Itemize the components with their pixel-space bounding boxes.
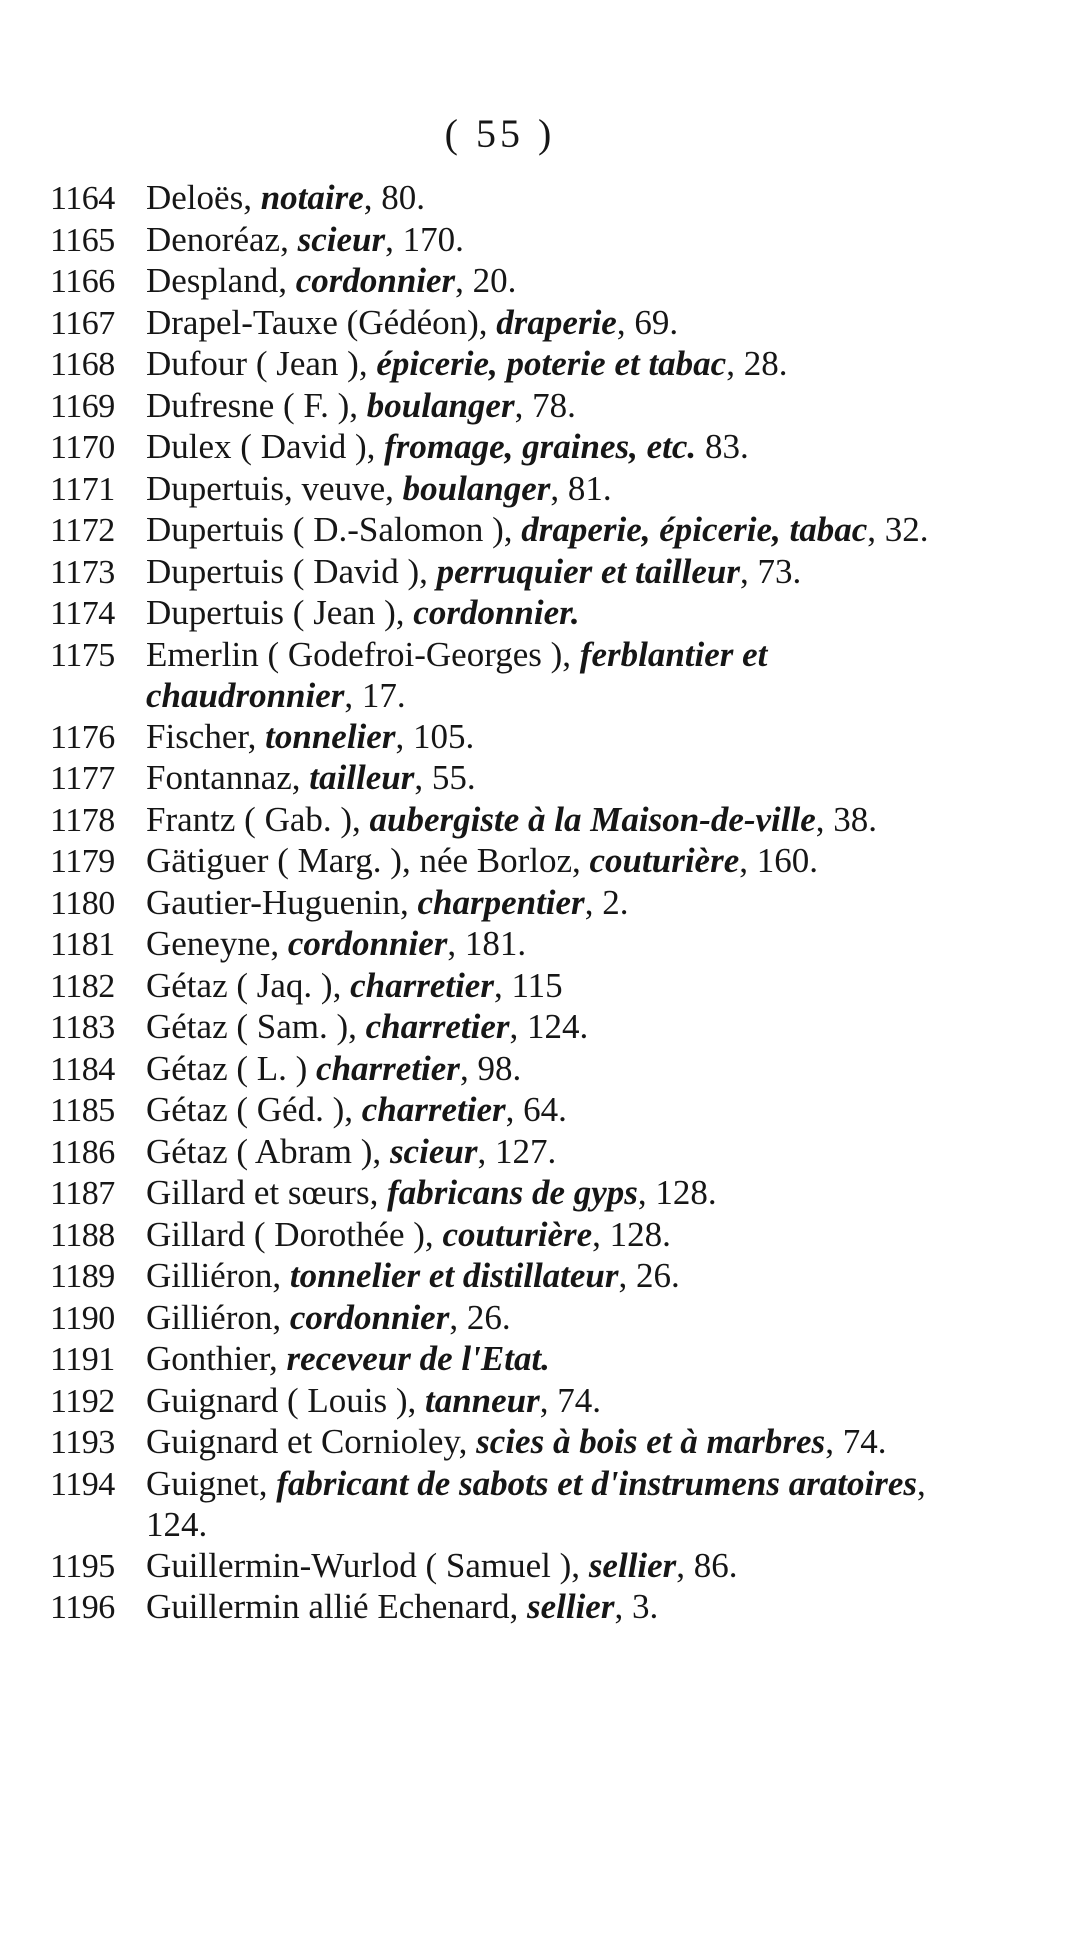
entry-occupation: sellier	[588, 1545, 677, 1585]
directory-entry	[50, 841, 970, 883]
directory-entry	[50, 1132, 970, 1174]
entry-occupation: couturière	[442, 1214, 593, 1254]
entry-number: 1194	[50, 1465, 115, 1503]
entry-occupation: tailleur	[309, 758, 415, 797]
directory-entry	[50, 552, 970, 594]
entry-address-number: , 78.	[514, 385, 576, 425]
entry-number: 1196	[50, 1589, 115, 1626]
entry-occupation: receveur de l'Etat.	[286, 1339, 550, 1378]
entry-number: 1173	[50, 553, 115, 591]
entry-name: Gilliéron,	[146, 1256, 282, 1295]
entry-number: 1188	[50, 1216, 115, 1254]
directory-entry	[50, 178, 970, 220]
directory-entry	[50, 1422, 970, 1464]
entry-address-number: , 20.	[455, 261, 517, 300]
entry-number: 1184	[50, 1050, 115, 1088]
entry-name: Guignard ( Louis ),	[146, 1380, 417, 1420]
entry-occupation: fromage, graines, etc.	[384, 427, 697, 466]
entry-number: 1180	[50, 884, 115, 922]
entry-occupation: sellier	[526, 1587, 615, 1626]
entry-number: 1164	[50, 180, 115, 217]
entry-name: Guillermin allié Echenard,	[146, 1587, 519, 1626]
directory-entry	[50, 469, 970, 511]
directory-entry	[50, 261, 970, 303]
entry-address-number: , 26.	[618, 1256, 680, 1295]
entry-address-number: , 80.	[363, 178, 426, 217]
entry-occupation: fabricans de gyps	[387, 1173, 638, 1212]
entry-occupation: scieur	[297, 219, 386, 259]
entry-name: Fischer,	[146, 716, 257, 756]
entry-address-number: , 2.	[584, 882, 629, 922]
entry-occupation: ferblantier et chaudronnier	[146, 634, 768, 715]
directory-entry	[50, 635, 970, 717]
entry-number: 1187	[50, 1175, 115, 1212]
directory-entry	[50, 1256, 970, 1298]
entry-number: 1175	[50, 636, 115, 674]
entry-name: Gätiguer ( Marg. ), née Borloz,	[146, 841, 581, 880]
entry-name: Gétaz ( Géd. ),	[146, 1090, 353, 1129]
directory-entry	[50, 427, 970, 469]
entry-address-number: , 74.	[539, 1380, 602, 1420]
entry-occupation: boulanger	[366, 385, 515, 425]
entry-name: Guillermin-Wurlod ( Samuel ),	[146, 1545, 581, 1585]
entry-number: 1181	[50, 926, 115, 963]
directory-entry	[50, 966, 970, 1008]
entry-number: 1171	[50, 470, 115, 508]
entry-occupation: cordonnier	[287, 924, 448, 963]
entry-number: 1195	[50, 1547, 115, 1585]
entry-occupation: tonnelier et distillateur	[289, 1256, 619, 1295]
entry-number: 1190	[50, 1299, 115, 1337]
entry-name: Gonthier,	[146, 1339, 278, 1378]
entry-occupation: boulanger	[402, 468, 551, 508]
directory-entry	[50, 1049, 970, 1091]
entry-number: 1177	[50, 760, 115, 797]
entry-occupation: cordonnier	[289, 1297, 450, 1337]
entry-number: 1176	[50, 718, 115, 756]
entry-address-number: , 124.	[509, 1007, 589, 1046]
entry-name: Dufour ( Jean ),	[146, 344, 368, 383]
page-number: ( 55 )	[444, 111, 556, 156]
entry-address-number: , 81.	[550, 468, 612, 508]
entry-occupation: couturière	[589, 841, 740, 880]
entry-occupation: notaire	[260, 178, 364, 217]
entry-name: Drapel-Tauxe (Gédéon),	[146, 302, 488, 342]
entry-occupation: charpentier	[417, 882, 585, 922]
directory-entry	[50, 924, 970, 966]
directory-entry	[50, 758, 970, 800]
directory-list	[50, 178, 970, 1629]
entry-number: 1165	[50, 221, 115, 259]
directory-entry	[50, 1587, 970, 1629]
directory-entry	[50, 303, 970, 345]
directory-entry	[50, 1173, 970, 1215]
entry-name: Despland,	[146, 261, 287, 300]
entry-number: 1192	[50, 1382, 115, 1420]
entry-number: 1172	[50, 512, 115, 549]
entry-occupation: charretier	[365, 1007, 510, 1046]
entry-occupation: draperie	[496, 302, 617, 342]
entry-number: 1179	[50, 843, 115, 880]
entry-name: Dupertuis ( David ),	[146, 551, 428, 591]
directory-entry	[50, 386, 970, 428]
entry-number: 1178	[50, 801, 115, 839]
entry-name: Denoréaz,	[146, 219, 289, 259]
entry-address-number: , 74.	[825, 1422, 887, 1461]
entry-address-number: , 128.	[637, 1173, 717, 1212]
entry-number: 1191	[50, 1341, 115, 1378]
entry-name: Emerlin ( Godefroi-Georges ),	[146, 634, 572, 674]
entry-number: 1167	[50, 304, 115, 342]
directory-entry	[50, 510, 970, 552]
entry-name: Geneyne,	[146, 924, 280, 963]
entry-address-number: , 181.	[447, 924, 527, 963]
directory-entry	[50, 883, 970, 925]
entry-name: Guignard et Cornioley,	[146, 1422, 468, 1461]
entry-number: 1174	[50, 595, 115, 632]
directory-entry	[50, 1464, 970, 1546]
entry-address-number: , 98.	[459, 1048, 522, 1088]
entry-occupation: draperie, épicerie, tabac	[521, 510, 868, 549]
directory-entry	[50, 344, 970, 386]
directory-entry	[50, 1298, 970, 1340]
directory-entry	[50, 800, 970, 842]
directory-entry	[50, 1381, 970, 1423]
entry-number: 1169	[50, 387, 115, 425]
directory-entry	[50, 1007, 970, 1049]
directory-entry	[50, 1215, 970, 1257]
entry-name: Deloës,	[146, 178, 252, 217]
entry-occupation: cordonnier.	[413, 593, 580, 632]
entry-name: Guignet,	[146, 1463, 268, 1503]
entry-occupation: charretier	[350, 965, 494, 1005]
entry-address-number: , 28.	[726, 344, 788, 383]
entry-name: Dupertuis ( D.-Salomon ),	[146, 510, 513, 549]
entry-name: Gillard et sœurs,	[146, 1173, 379, 1212]
entry-address-number: , 86.	[676, 1545, 738, 1585]
entry-address-number: 83.	[696, 427, 749, 466]
entry-name: Dulex ( David ),	[146, 427, 376, 466]
entry-address-number: , 128.	[592, 1214, 671, 1254]
entry-address-number: , 170.	[385, 219, 464, 259]
entry-address-number: , 64.	[505, 1090, 567, 1129]
entry-address-number: , 105.	[395, 716, 475, 756]
entry-address-number: , 26.	[449, 1297, 511, 1337]
entry-address-number: , 127.	[477, 1131, 557, 1171]
entry-name: Gilliéron,	[146, 1297, 282, 1337]
entry-occupation: tonnelier	[265, 716, 396, 756]
entry-occupation: charretier	[316, 1048, 460, 1088]
entry-address-number: , 124.	[146, 1463, 926, 1544]
entry-name: Gétaz ( Sam. ),	[146, 1007, 357, 1046]
entry-occupation: aubergiste à la Maison-de-ville	[369, 799, 816, 839]
entry-number: 1168	[50, 346, 115, 383]
entry-occupation: cordonnier	[295, 261, 456, 300]
entry-address-number: , 55.	[414, 758, 476, 797]
entry-occupation: épicerie, poterie et tabac	[376, 344, 727, 383]
entry-address-number: , 73.	[740, 551, 802, 591]
entry-name: Dupertuis ( Jean ),	[146, 593, 405, 632]
entry-name: Gétaz ( Jaq. ),	[146, 965, 342, 1005]
entry-number: 1185	[50, 1092, 115, 1129]
entry-number: 1193	[50, 1424, 115, 1461]
directory-entry	[50, 717, 970, 759]
entry-number: 1166	[50, 263, 115, 300]
entry-occupation: tanneur	[424, 1380, 540, 1420]
directory-entry	[50, 1546, 970, 1588]
entry-number: 1186	[50, 1133, 115, 1171]
entry-address-number: , 115	[493, 965, 563, 1005]
entry-number: 1170	[50, 429, 115, 466]
entry-address-number: , 17.	[344, 676, 406, 715]
directory-entry	[50, 593, 970, 635]
entry-address-number: , 32.	[867, 510, 929, 549]
entry-address-number: , 69.	[616, 302, 679, 342]
directory-entry	[50, 1090, 970, 1132]
entry-name: Gétaz ( Abram ),	[146, 1131, 382, 1171]
entry-occupation: scieur	[389, 1131, 478, 1171]
entry-name: Gétaz ( L. )	[146, 1048, 308, 1088]
entry-address-number: , 38.	[815, 799, 878, 839]
directory-entry	[50, 220, 970, 262]
entry-address-number: , 3.	[614, 1587, 659, 1626]
entry-name: Fontannaz,	[146, 758, 301, 797]
entry-name: Dufresne ( F. ),	[146, 385, 358, 425]
directory-entry	[50, 1339, 970, 1381]
entry-occupation: charretier	[361, 1090, 506, 1129]
entry-occupation: perruquier et tailleur	[436, 551, 741, 591]
entry-number: 1183	[50, 1009, 115, 1046]
entry-occupation: scies à bois et à marbres	[476, 1422, 826, 1461]
entry-occupation: fabricant de sabots et d'instrumens aratoires	[276, 1463, 918, 1503]
entry-name: Dupertuis, veuve,	[146, 468, 394, 508]
entry-number: 1189	[50, 1258, 115, 1295]
entry-name: Frantz ( Gab. ),	[146, 799, 361, 839]
entry-name: Gillard ( Dorothée ),	[146, 1214, 434, 1254]
entry-name: Gautier-Huguenin,	[146, 882, 409, 922]
entry-number: 1182	[50, 967, 115, 1005]
entry-address-number: , 160.	[739, 841, 818, 880]
